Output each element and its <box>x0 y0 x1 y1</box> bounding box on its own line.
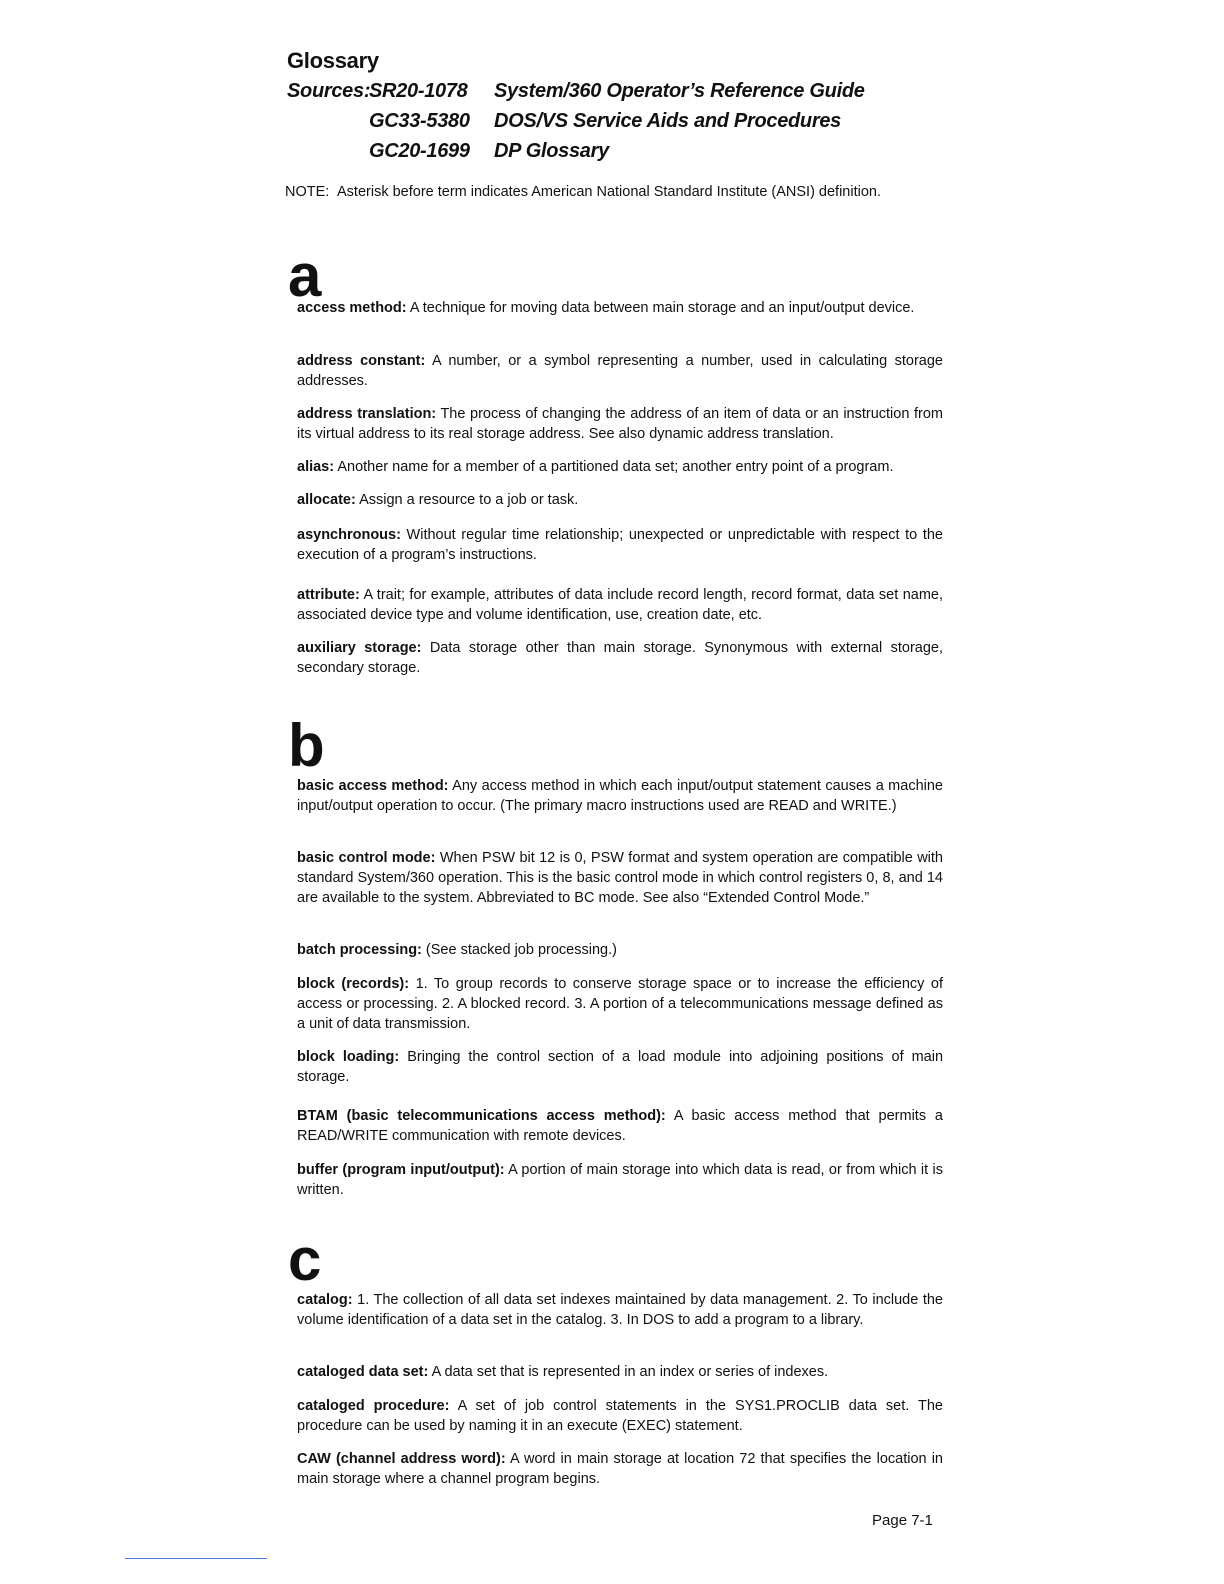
glossary-entry <box>297 1047 943 1087</box>
entry-term: catalog: <box>297 1292 353 1308</box>
entry-term: basic access method: <box>297 778 449 794</box>
glossary-entry <box>297 1290 943 1330</box>
entry-definition: A technique for moving data between main storage and an input/output device. <box>409 300 915 316</box>
entry-definition: Assign a resource to a job or task. <box>359 492 579 508</box>
entry-definition: When PSW bit 12 is 0, PSW format and system operation are compatible with standard System/360 operation. This is the basic control mode in which control registers 0, 8, and 14 are available to the system. Abbreviated to BC mode. See also “Extended Control Mode.” <box>297 850 943 906</box>
glossary-entry <box>297 940 943 960</box>
glossary-entry <box>297 1106 943 1146</box>
entry-term: basic control mode: <box>297 850 436 866</box>
entry-term: address constant: <box>297 353 426 369</box>
entry-definition: A word in main storage at location 72 that specifies the location in main storage where a channel program begins. <box>297 1451 943 1487</box>
entry-term: asynchronous: <box>297 527 401 543</box>
glossary-entry <box>297 848 943 908</box>
source-code: GC33-5380 <box>369 110 470 132</box>
glossary-entry <box>297 457 943 477</box>
source-title: DP Glossary <box>494 140 609 162</box>
source-code: SR20-1078 <box>369 80 468 102</box>
entry-term: block loading: <box>297 1049 400 1065</box>
section-letter-c: c <box>288 1226 322 1293</box>
entry-definition: Any access method in which each input/output statement causes a machine input/output operation to occur. (The primary macro instructions used are READ and WRITE.) <box>297 778 943 814</box>
glossary-entry <box>297 1396 943 1436</box>
glossary-entry <box>297 525 943 565</box>
note-text: Asterisk before term indicates American National Standard Institute (ANSI) definition. <box>337 184 882 200</box>
entry-definition: A portion of main storage into which data is read, or from which it is written. <box>297 1162 943 1198</box>
entry-term: auxiliary storage: <box>297 640 422 656</box>
entry-definition: 1. The collection of all data set indexes maintained by data management. 2. To include the volume identification of a data set in the catalog. 3. In DOS to add a program to a library. <box>297 1292 943 1328</box>
entry-definition: A trait; for example, attributes of data include record length, record format, data set name, associated device type and volume identification, use, creation date, etc. <box>297 587 943 623</box>
entry-definition: Data storage other than main storage. Synonymous with external storage, secondary storage. <box>297 640 943 676</box>
section-letter-a: a <box>288 242 322 309</box>
entry-term: cataloged procedure: <box>297 1398 450 1414</box>
entry-definition: A data set that is represented in an index or series of indexes. <box>431 1364 829 1380</box>
sources-label: Sources: <box>287 80 371 102</box>
glossary-entry <box>297 638 943 678</box>
entry-definition: Bringing the control section of a load module into adjoining positions of main storage. <box>297 1049 944 1085</box>
glossary-entry <box>297 1362 943 1382</box>
entry-term: buffer (program input/output): <box>297 1162 505 1178</box>
glossary-entry <box>297 974 943 1034</box>
entry-term: alias: <box>297 459 335 475</box>
glossary-entry <box>297 404 943 444</box>
glossary-entry <box>297 490 943 510</box>
source-title: DOS/VS Service Aids and Procedures <box>494 110 841 132</box>
entry-definition: A basic access method that permits a READ/WRITE communication with remote devices. <box>297 1108 943 1144</box>
entry-definition: (See stacked job processing.) <box>425 942 617 958</box>
entry-term: block (records): <box>297 976 410 992</box>
entry-term: address translation: <box>297 406 437 422</box>
entry-definition: Another name for a member of a partitioned data set; another entry point of a program. <box>337 459 894 475</box>
entry-term: BTAM (basic telecommunications access method): <box>297 1108 666 1124</box>
source-title: System/360 Operator’s Reference Guide <box>494 80 865 102</box>
entry-definition: 1. To group records to conserve storage space or to increase the efficiency of access or processing. 2. A blocked record. 3. A portion of a telecommunications message defined as a unit of data transmission. <box>297 976 943 1032</box>
entry-definition: A number, or a symbol representing a number, used in calculating storage addresses. <box>297 353 943 389</box>
page-number: Page 7-1 <box>872 1512 933 1529</box>
entry-term: allocate: <box>297 492 356 508</box>
glossary-entry <box>297 1449 943 1489</box>
footnote-divider <box>125 1558 267 1559</box>
entry-term: cataloged data set: <box>297 1364 429 1380</box>
glossary-entry <box>297 298 943 318</box>
entry-term: CAW (channel address word): <box>297 1451 506 1467</box>
entry-definition: A set of job control statements in the SYS1.PROCLIB data set. The procedure can be used by naming it in an execute (EXEC) statement. <box>297 1398 944 1434</box>
glossary-entry <box>297 351 943 391</box>
glossary-entry <box>297 776 943 816</box>
page-title: Glossary <box>287 48 379 73</box>
glossary-entry <box>297 585 943 625</box>
entry-term: batch processing: <box>297 942 422 958</box>
entry-definition: Without regular time relationship; unexpected or unpredictable with respect to the execution of a program’s instructions. <box>297 527 943 563</box>
note-label: NOTE: <box>285 184 330 200</box>
entry-definition: The process of changing the address of an item of data or an instruction from its virtual address to its real storage address. See also dynamic address translation. <box>297 406 943 442</box>
glossary-entry <box>297 1160 943 1200</box>
entry-term: attribute: <box>297 587 360 603</box>
section-letter-b: b <box>288 712 325 779</box>
source-code: GC20-1699 <box>369 140 470 162</box>
entry-term: access method: <box>297 300 407 316</box>
